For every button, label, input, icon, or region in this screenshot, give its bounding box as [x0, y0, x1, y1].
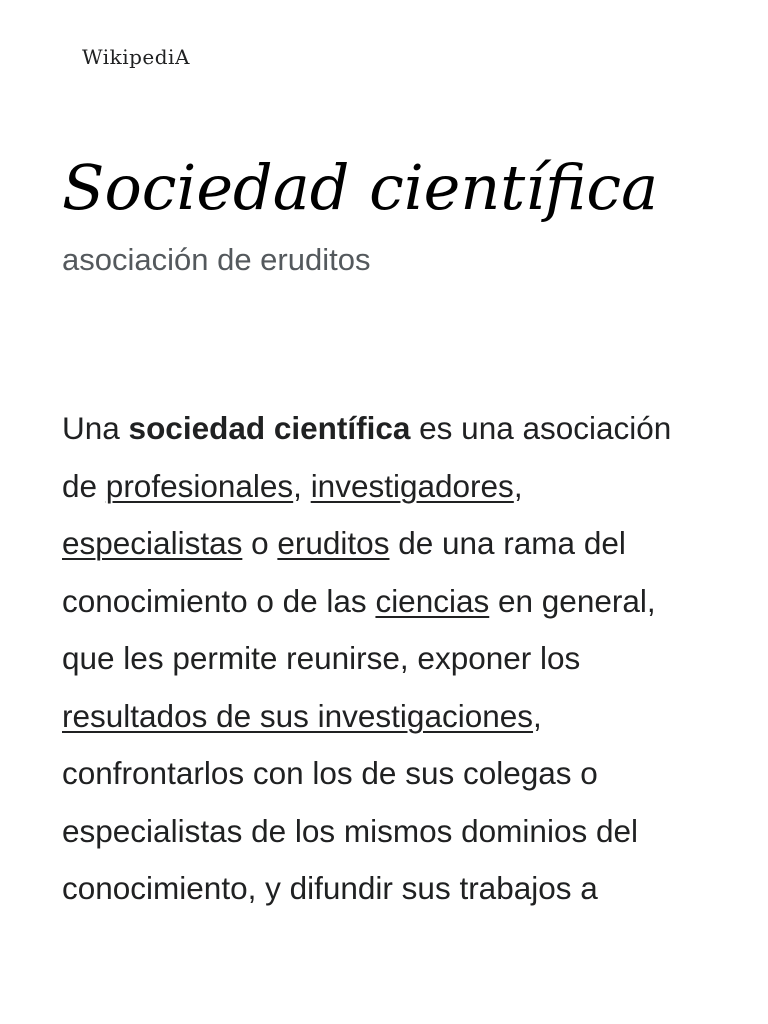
text-fragment: , [293, 467, 311, 504]
wikipedia-logo[interactable]: WikipediA [82, 45, 190, 69]
paragraph-line-9 [62, 860, 722, 918]
link-profesionales[interactable]: profesionales [105, 467, 294, 504]
paragraph-line-6 [62, 688, 722, 746]
article-paragraph [62, 400, 722, 918]
link-investigadores[interactable]: investigadores [310, 467, 514, 504]
text-fragment: confrontarlos con los de sus colegas o [62, 755, 598, 791]
text-fragment: conocimiento, y difundir sus trabajos a [62, 870, 598, 906]
bold-term: sociedad científica [128, 410, 411, 446]
text-fragment: en general, [489, 582, 656, 619]
text-fragment: es una asociación [410, 410, 672, 446]
text-fragment: o [242, 525, 278, 561]
text-fragment: especialistas de los mismos dominios del [62, 812, 638, 849]
paragraph-line-7 [62, 745, 722, 803]
text-fragment: , [513, 467, 523, 504]
text-fragment: conocimiento o de las [62, 582, 376, 619]
text-fragment: Una [62, 410, 129, 446]
text-fragment: , [533, 697, 542, 734]
text-fragment: que les permite reunirse, exponer los [62, 640, 581, 676]
link-resultados-investigaciones[interactable]: resultados de sus investigaciones [62, 697, 534, 734]
paragraph-line-5 [62, 630, 722, 688]
page-subtitle: asociación de eruditos [62, 242, 371, 277]
text-fragment: de [62, 467, 106, 504]
paragraph-line-4 [62, 573, 722, 631]
link-especialistas[interactable]: especialistas [62, 525, 243, 561]
text-fragment: de una rama del [389, 525, 626, 561]
link-eruditos[interactable]: eruditos [277, 525, 390, 561]
paragraph-line-8 [62, 803, 722, 861]
paragraph-line-3 [62, 515, 722, 573]
link-ciencias[interactable]: ciencias [375, 582, 490, 619]
page-title: Sociedad científica [62, 151, 659, 224]
paragraph-line-1 [62, 400, 722, 458]
paragraph-line-2 [62, 458, 722, 516]
